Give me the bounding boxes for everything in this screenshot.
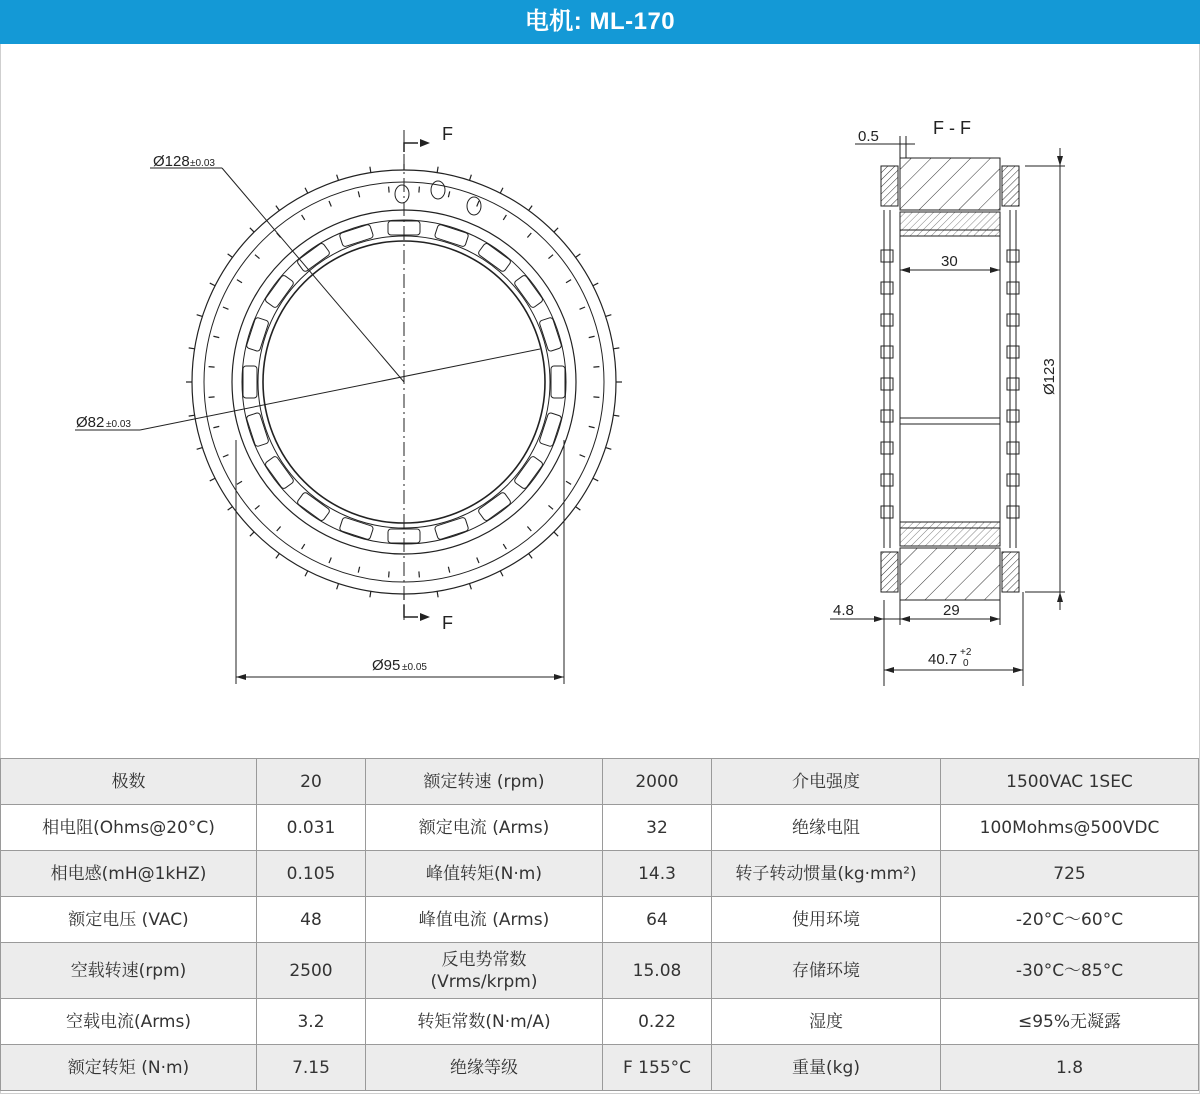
spec-label: 额定转矩 (N·m) [1, 1045, 257, 1091]
dim-offset-bottom: 4.8 [833, 602, 854, 619]
spec-table [0, 758, 1199, 1091]
dim-section-diameter: Ø123 [1041, 358, 1058, 395]
dim-inner-width: 30 [941, 253, 958, 270]
spec-label: 峰值电流 (Arms) [366, 897, 603, 943]
spec-value: 7.15 [257, 1045, 366, 1091]
spec-row [1, 759, 1199, 805]
front-view [75, 124, 622, 684]
spec-label: 转子转动惯量(kg·mm²) [712, 851, 941, 897]
spec-value: 1.8 [941, 1045, 1199, 1091]
spec-label: 湿度 [712, 999, 941, 1045]
spec-value: 2000 [603, 759, 712, 805]
dim-core-width: 29 [943, 602, 960, 619]
dim-total-tol-lower: 0 [963, 658, 969, 669]
spec-label: 介电强度 [712, 759, 941, 805]
spec-value: 0.22 [603, 999, 712, 1045]
spec-value: ≤95%无凝露 [941, 999, 1199, 1045]
spec-value: F 155°C [603, 1045, 712, 1091]
spec-row [1, 999, 1199, 1045]
spec-row [1, 805, 1199, 851]
section-label-top: F [442, 124, 453, 144]
dim-outer-tolerance: ±0.03 [190, 158, 215, 169]
spec-label: 极数 [1, 759, 257, 805]
spec-value: -20°C～60°C [941, 897, 1199, 943]
spec-value: 0.105 [257, 851, 366, 897]
spec-label-line: 反电势常数 [441, 949, 527, 970]
page-title: 电机: ML-170 [0, 0, 1200, 44]
spec-row [1, 851, 1199, 897]
spec-label: 相电阻(Ohms@20°C) [1, 805, 257, 851]
section-label-bottom: F [442, 613, 453, 633]
spec-value: 725 [941, 851, 1199, 897]
spec-value: 100Mohms@500VDC [941, 805, 1199, 851]
dim-inner-tolerance: ±0.03 [106, 419, 131, 430]
spec-row [1, 943, 1199, 999]
spec-value: 1500VAC 1SEC [941, 759, 1199, 805]
spec-value: 48 [257, 897, 366, 943]
dim-inner-diameter: Ø82 [76, 414, 105, 431]
dim-mid-diameter: Ø95 [372, 657, 401, 674]
dim-offset-top: 0.5 [858, 128, 879, 145]
spec-label: 转矩常数(N·m/A) [366, 999, 603, 1045]
dim-outer-diameter: Ø128 [153, 153, 190, 170]
spec-label: 绝缘等级 [366, 1045, 603, 1091]
spec-label: 重量(kg) [712, 1045, 941, 1091]
section-title: F - F [933, 118, 971, 138]
spec-row [1, 897, 1199, 943]
spec-label: 相电感(mH@1kHZ) [1, 851, 257, 897]
spec-value: 14.3 [603, 851, 712, 897]
spec-value: 32 [603, 805, 712, 851]
spec-label: 空载转速(rpm) [1, 943, 257, 999]
section-view [830, 118, 1065, 686]
spec-value: 64 [603, 897, 712, 943]
spec-label: 额定电压 (VAC) [1, 897, 257, 943]
spec-value: 15.08 [603, 943, 712, 999]
spec-label: 空载电流(Arms) [1, 999, 257, 1045]
spec-label: 额定电流 (Arms) [366, 805, 603, 851]
spec-value: -30°C～85°C [941, 943, 1199, 999]
spec-label: 使用环境 [712, 897, 941, 943]
spec-value: 3.2 [257, 999, 366, 1045]
dim-total-tol-upper: +2 [960, 647, 972, 658]
dim-mid-tolerance: ±0.05 [402, 662, 427, 673]
spec-value: 0.031 [257, 805, 366, 851]
spec-label-line: (Vrms/krpm) [430, 971, 538, 992]
spec-value: 2500 [257, 943, 366, 999]
spec-label: 额定转速 (rpm) [366, 759, 603, 805]
motor-drawing [0, 44, 1200, 744]
spec-label: 峰值转矩(N·m) [366, 851, 603, 897]
spec-value: 20 [257, 759, 366, 805]
spec-label: 存储环境 [712, 943, 941, 999]
spec-row [1, 1045, 1199, 1091]
dim-total-width: 40.7 [928, 651, 958, 668]
spec-label: 绝缘电阻 [712, 805, 941, 851]
spec-label [366, 943, 603, 999]
